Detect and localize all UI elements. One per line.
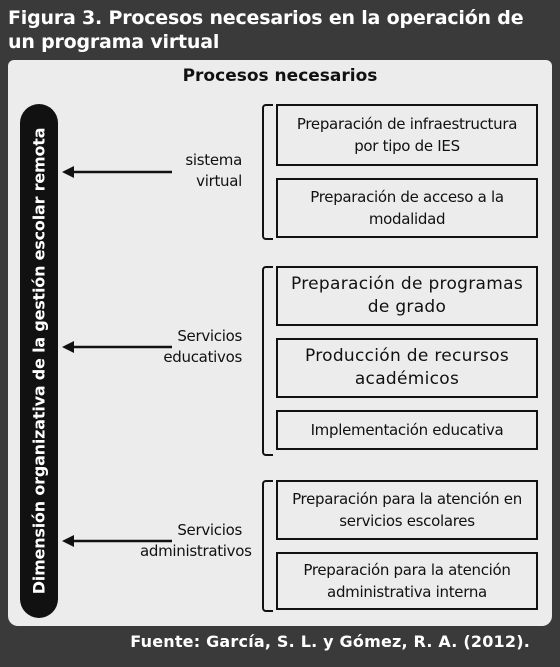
process-box: Producción de recursos académicos [276, 338, 538, 398]
process-box: Preparación de programas de grado [276, 266, 538, 326]
group-bracket [262, 266, 273, 456]
side-label: Dimensión organizativa de la gestión escolar remota [29, 127, 49, 595]
arrow-icon [62, 340, 172, 354]
group-bracket [262, 480, 273, 612]
figure-footer [0, 626, 560, 667]
group-label-servicios-educativos: Servicios educativos [163, 327, 242, 366]
group-label-servicios-administrativos: Servicios administrativos [140, 521, 252, 560]
process-box: Preparación de acceso a la modalidad [276, 178, 538, 238]
arrow-icon [62, 534, 172, 548]
side-bar [20, 104, 58, 618]
group-bracket [262, 104, 273, 240]
source-citation: Fuente: García, S. L. y Gómez, R. A. (2012). [130, 632, 530, 651]
figure-title: Figura 3. Procesos necesarios en la operación de un programa virtual [8, 7, 524, 53]
process-box: Preparación para la atención en servicios escolares [276, 480, 538, 540]
process-box: Preparación para la atención administrativa interna [276, 552, 538, 610]
process-box: Implementación educativa [276, 410, 538, 450]
diagram-title: Procesos necesarios [182, 66, 378, 86]
process-box: Preparación de infraestructura por tipo de IES [276, 104, 538, 166]
group-label-sistema-virtual: sistema virtual [185, 151, 242, 190]
figure-header [0, 0, 560, 60]
arrow-icon [62, 165, 172, 179]
